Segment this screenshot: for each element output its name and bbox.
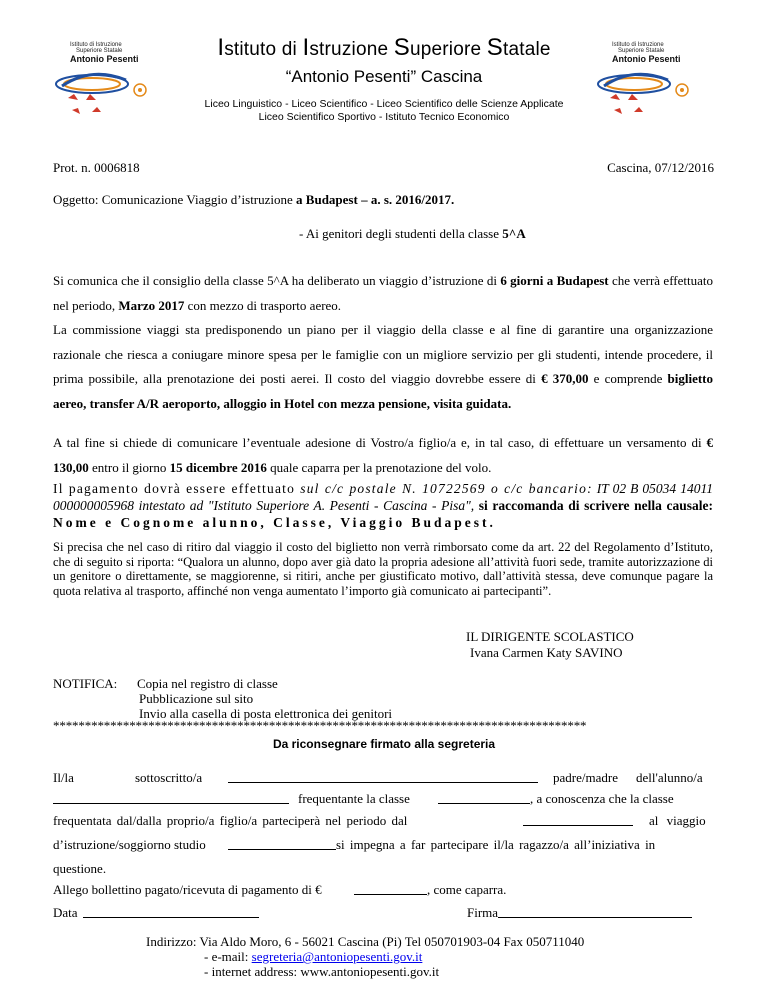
text-bold: € 130,00 xyxy=(53,435,713,475)
email-link[interactable]: segreteria@antoniopesenti.gov.it xyxy=(251,949,423,964)
school-programs-line2: Liceo Scientifico Sportivo - Istituto Tecnico Economico xyxy=(258,111,510,123)
text: con mezzo di trasporto aereo. xyxy=(184,297,342,313)
form-label: sottoscritto/a xyxy=(135,770,203,785)
text: entro il giorno xyxy=(88,459,170,475)
form-label: frequentata dal/dalla proprio/a figlio/a parteciperà nel periodo dal xyxy=(53,813,408,828)
form-label: questione. xyxy=(53,861,107,876)
form-label: al viaggio xyxy=(649,813,706,828)
paragraph-payment xyxy=(53,480,713,531)
footer-website: - internet address: www.antoniopesenti.gov.it xyxy=(204,964,440,979)
recipients-line xyxy=(299,226,526,242)
text-bold: biglietto aereo, transfer A/R aeroporto, alloggio in Hotel con mezza pensione, visita guidata. xyxy=(53,371,713,411)
text-italic: sul c/c postale N. 10722569 o c/c bancario: xyxy=(300,481,593,496)
footer-email-line xyxy=(204,949,422,964)
deposit-amount-field[interactable] xyxy=(354,883,427,895)
text-bold: si raccomanda di scrivere nella causale: xyxy=(474,498,713,513)
form-label: d’istruzione/soggiorno studio xyxy=(53,837,206,852)
text: Si comunica che il consiglio della classe 5^A ha deliberato un viaggio d’istruzione di xyxy=(53,273,501,288)
signature-field[interactable] xyxy=(498,906,692,918)
form-label: , a conoscenza che la classe xyxy=(530,791,674,806)
text: Il pagamento dovrà essere effettuato xyxy=(53,481,301,496)
separator-line: ************************************************************************************ xyxy=(53,718,587,733)
notification-label: NOTIFICA: xyxy=(53,676,118,691)
school-title: Istituto di Istruzione Superiore Statale xyxy=(217,34,551,61)
text: quale caparra per la prenotazione del volo. xyxy=(266,459,492,475)
school-subtitle: “Antonio Pesenti” Cascina xyxy=(285,67,483,86)
notification-item: Pubblicazione sul sito xyxy=(139,691,254,706)
form-label: dell'alunno/a xyxy=(636,770,703,785)
signature-label: Firma xyxy=(467,905,499,920)
form-label: si impegna a far partecipare il/la ragazzo/a all’iniziativa in xyxy=(336,837,656,852)
text-bold: Nome e Cognome alunno, Classe, Viaggio Budapest. xyxy=(53,515,496,530)
footer-email-prefix: - e-mail: xyxy=(204,949,252,964)
form-label: Il/la xyxy=(53,770,74,785)
protocol-number: Prot. n. 0006818 xyxy=(53,160,140,175)
text: A tal fine si chiede di comunicare l’eventuale adesione di Vostro/a figlio/a e, in tal caso, di effettuare un versamento di xyxy=(53,435,707,450)
form-label: , come caparra. xyxy=(427,882,507,897)
recipients-class: 5^A xyxy=(502,226,526,241)
logo-text-line2: Superiore Statale xyxy=(76,48,123,54)
text: che verrà effettuato nel periodo, xyxy=(53,273,713,313)
text-bold: 6 giorni a Budapest xyxy=(500,273,609,288)
subject-prefix: Oggetto: Comunicazione Viaggio d’istruzione xyxy=(53,192,297,207)
date-label: Data xyxy=(53,905,78,920)
student-name-field[interactable] xyxy=(53,792,289,804)
text-italic: IT 02 B 05034 14011 000000005968 intestato ad "Istituto Superiore A. Pesenti - Cascina - Pisa", xyxy=(53,481,713,513)
date-field[interactable] xyxy=(83,906,259,918)
footer-address: Indirizzo: Via Aldo Moro, 6 - 56021 Cascina (Pi) Tel 050701903-04 Fax 050711040 xyxy=(146,934,585,949)
logo-text-line1: Istituto di Istruzione xyxy=(612,42,664,48)
form-label: Allego bollettino pagato/ricevuta di pagamento di € xyxy=(53,882,322,897)
paragraph-deposit xyxy=(53,431,713,480)
signature-name: Ivana Carmen Katy SAVINO xyxy=(470,645,623,660)
paragraph-cost xyxy=(53,318,713,416)
text: e comprende xyxy=(588,371,668,386)
class-field[interactable] xyxy=(438,792,530,804)
subject-bold: a Budapest – a. s. 2016/2017. xyxy=(296,192,455,207)
form-label: frequentante la classe xyxy=(298,791,410,806)
student-parent-name-field[interactable] xyxy=(228,771,538,783)
notification-item: Invio alla casella di posta elettronica dei genitori xyxy=(139,706,393,721)
recipients-prefix: - Ai genitori degli studenti della classe xyxy=(299,226,503,241)
subject-line xyxy=(53,192,454,208)
trip-type-field[interactable] xyxy=(228,838,336,850)
paragraph-announcement xyxy=(53,269,713,318)
logo-text-line1: Istituto di Istruzione xyxy=(70,42,122,48)
form-label: padre/madre xyxy=(553,770,618,785)
logo-name: Antonio Pesenti xyxy=(612,54,681,64)
form-heading: Da riconsegnare firmato alla segreteria xyxy=(272,737,496,751)
logo-text-line2: Superiore Statale xyxy=(618,48,665,54)
school-programs xyxy=(0,98,768,124)
logo-name: Antonio Pesenti xyxy=(70,54,139,64)
notification-item: Copia nel registro di classe xyxy=(137,676,278,691)
text-bold: € 370,00 xyxy=(541,371,589,386)
period-field[interactable] xyxy=(523,814,633,826)
signature-role: IL DIRIGENTE SCOLASTICO xyxy=(466,629,634,644)
text-bold: 15 dicembre 2016 xyxy=(169,459,267,475)
paragraph-withdrawal: Si precisa che nel caso di ritiro dal viaggio il costo del biglietto non verrà rimborsato come da art. 22 del Regolamento d’Istituto, che di seguito si riporta: “Qualora un alunno, dopo aver già dato la propria adesione all’attività fuori sede, tramite autorizzazione di un genitore o direttamente, se maggiorenne, si ritiri, anche per giustificato motivo, dall’attività stessa, deve comunque pagare la quota relativa al trasporto, affinché non venga aumentato l’importo già comunicato ai partecipanti”. xyxy=(53,540,713,598)
school-programs-line1: Liceo Linguistico - Liceo Scientifico - Liceo Scientifico delle Scienze Applicate xyxy=(204,98,564,110)
text-bold: Marzo 2017 xyxy=(118,297,185,313)
document-date: Cascina, 07/12/2016 xyxy=(607,160,714,175)
text: La commissione viaggi sta predisponendo un piano per il viaggio della classe e al fine di garantire una organizzazione razionale che riesca a coniugare minore spesa per le famiglie con un migliore servizio per gli studenti, intende procedere, il prima possibile, alla prenotazione dei posti aerei. Il costo del viaggio dovrebbe essere di xyxy=(53,322,713,386)
notification-list xyxy=(137,676,392,721)
